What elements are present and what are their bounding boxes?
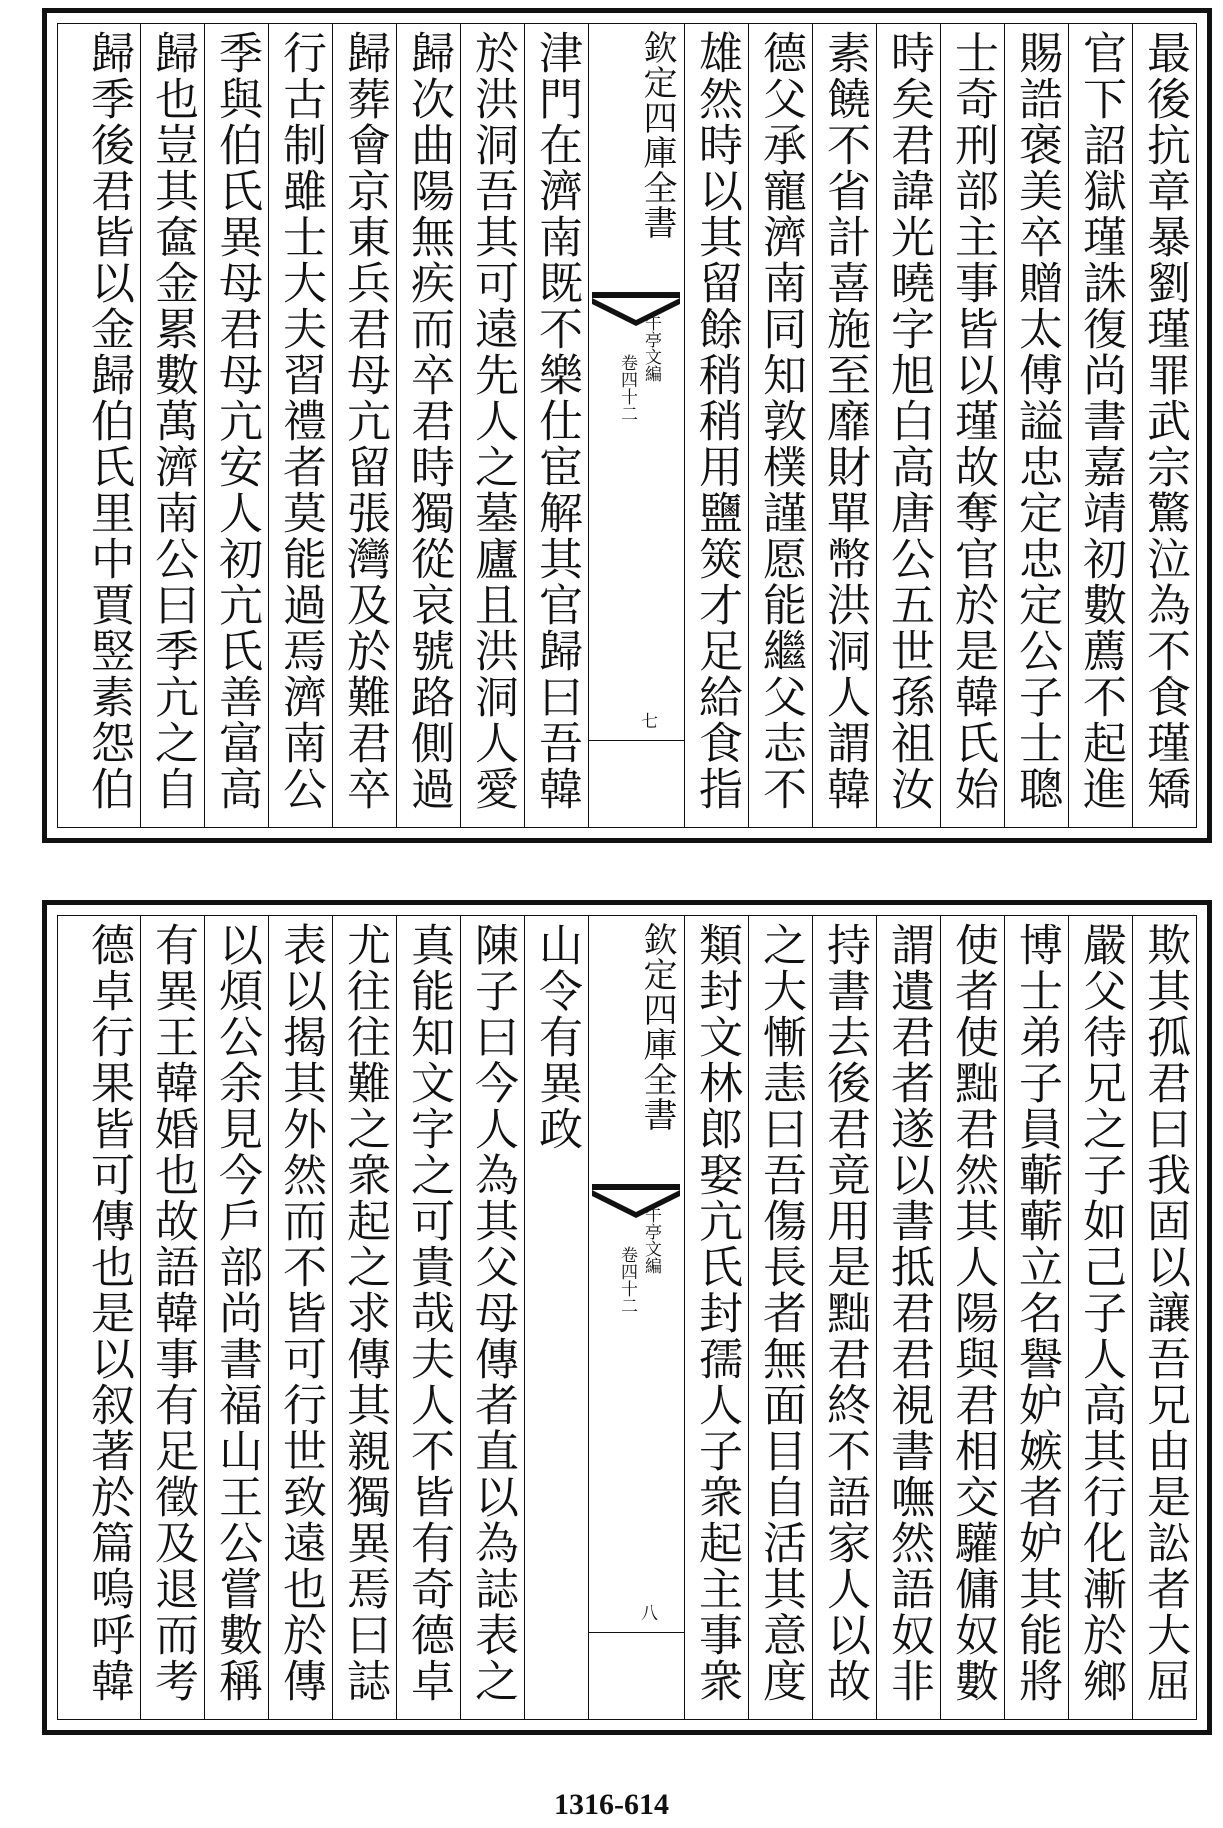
panel-text-area	[57, 23, 1197, 828]
text-column: 歸季後君皆以金歸伯氏里中賈竪素怨伯	[83, 30, 134, 812]
text-column: 素饒不省計喜施至靡財單幣洪洞人謂韓	[812, 24, 876, 827]
fold-line	[589, 1632, 684, 1633]
page-panel-bottom	[42, 900, 1212, 1735]
text-column: 使者使黜君然其人陽與君相交驩傭奴數	[940, 916, 1004, 1719]
text-column: 最後抗章暴劉瑾罪武宗驚泣為不食瑾矯	[1132, 24, 1196, 827]
page-number: 七	[637, 712, 657, 729]
text-column: 類封文林郎娶亢氏封孺人子衆起主事衆	[684, 916, 748, 1719]
text-column: 士奇刑部主事皆以瑾故奪官於是韓氏始	[940, 24, 1004, 827]
page-panel-top	[42, 8, 1212, 843]
text-column: 謂遺君者遂以書抵君君視書嘸然語奴非	[876, 916, 940, 1719]
text-column: 以煩公余見今戶部尚書福山王公嘗數稱	[204, 916, 268, 1719]
book-label: 欽定四庫全書	[637, 30, 677, 240]
book-title: 午亭文編	[641, 1206, 661, 1274]
page-number: 八	[637, 1604, 657, 1621]
volume-label: 卷四十二	[617, 354, 637, 422]
text-column: 歸也豈其奩金累數萬濟南公曰季亢之自	[140, 24, 204, 827]
text-column: 嚴父待兄之子如己子人高其行化漸於鄉	[1068, 916, 1132, 1719]
text-column: 之大慚恚曰吾傷長者無面目自活其意度	[748, 916, 812, 1719]
page-footer-code: 1316-614	[554, 1788, 669, 1821]
panel-text-area	[57, 915, 1197, 1720]
text-column: 時矣君諱光曉字旭白高唐公五世孫祖汝	[876, 24, 940, 827]
fish-tail-mark-icon	[592, 292, 680, 326]
text-column: 津門在濟南既不樂仕宦解其官歸曰吾韓	[524, 24, 588, 827]
text-column: 有異王韓婚也故語韓事有足徵及退而考	[140, 916, 204, 1719]
text-column: 雄然時以其留餘稍稍用鹽筴才足給食指	[684, 24, 748, 827]
text-column: 歸次曲陽無疾而卒君時獨從哀號路側過	[396, 24, 460, 827]
fish-tail-mark-icon	[592, 1184, 680, 1218]
center-spine	[588, 24, 684, 827]
text-column: 陳子曰今人為其父母傳者直以為誌表之	[460, 916, 524, 1719]
text-column: 博士弟子員蘄蘄立名譽妒嫉者妒其能將	[1004, 916, 1068, 1719]
text-column: 行古制雖士大夫習禮者莫能過焉濟南公	[268, 24, 332, 827]
text-column: 欺其孤君曰我固以讓吾兄由是訟者大屈	[1132, 916, 1196, 1719]
text-column: 山令有異政	[524, 916, 588, 1719]
volume-label: 卷四十二	[617, 1246, 637, 1314]
text-column: 持書去後君竟用是黜君終不語家人以故	[812, 916, 876, 1719]
text-column: 歸葬會京東兵君母亢留張灣及於難君卒	[332, 24, 396, 827]
text-column: 季與伯氏異母君母亢安人初亢氏善富高	[204, 24, 268, 827]
book-title: 午亭文編	[641, 314, 661, 382]
text-column: 真能知文字之可貴哉夫人不皆有奇德卓	[396, 916, 460, 1719]
text-column: 官下詔獄瑾誅復尚書嘉靖初數薦不起進	[1068, 24, 1132, 827]
text-column: 於洪洞吾其可遠先人之墓廬且洪洞人愛	[460, 24, 524, 827]
text-column: 德卓行果皆可傳也是以叙著於篇嗚呼韓	[83, 922, 134, 1704]
center-spine	[588, 916, 684, 1719]
fold-line	[589, 740, 684, 741]
text-column: 尤往往難之衆起之求傳其親獨異焉曰誌	[332, 916, 396, 1719]
book-label: 欽定四庫全書	[637, 922, 677, 1132]
text-column: 德父承寵濟南同知敦樸謹愿能繼父志不	[748, 24, 812, 827]
text-column: 賜誥褒美卒贈太傅謚忠定忠定公子士聰	[1004, 24, 1068, 827]
text-column: 表以揭其外然而不皆可行世致遠也於傳	[268, 916, 332, 1719]
